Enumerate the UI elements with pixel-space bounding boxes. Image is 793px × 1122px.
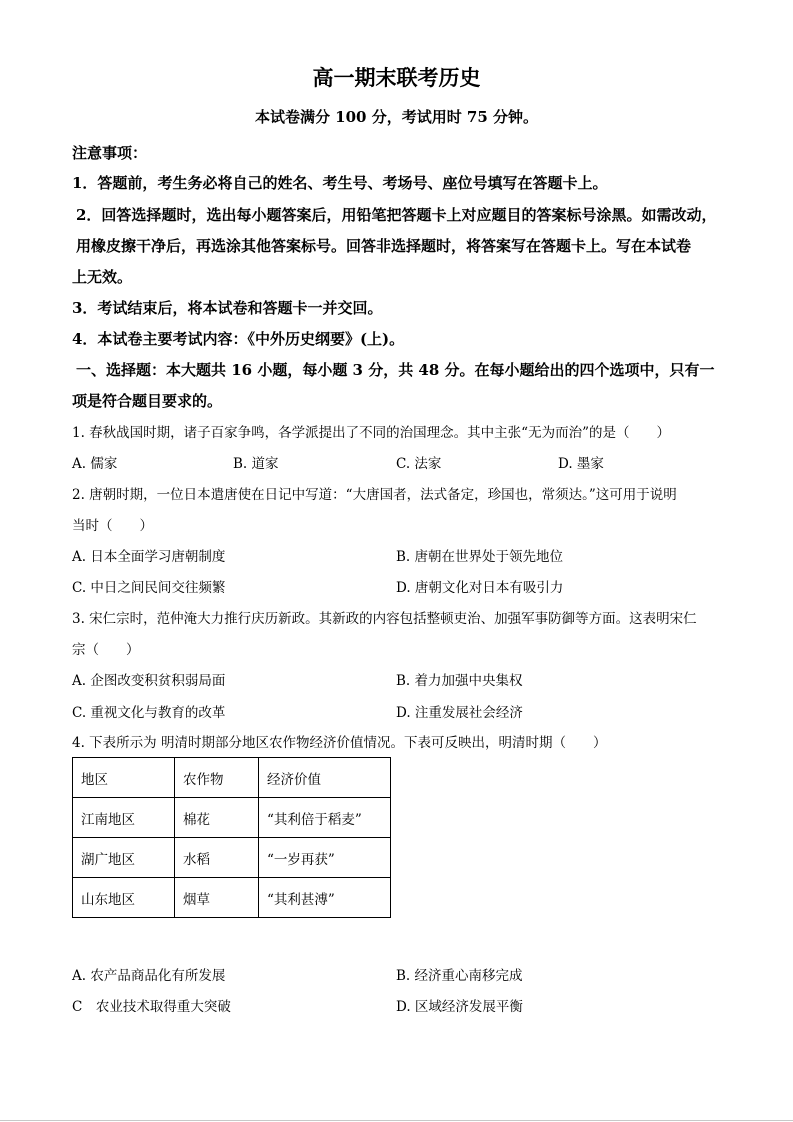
notice-item-2: 2．回答选择题时，选出每小题答案后，用铅笔把答题卡上对应题目的答案标号涂黑。如需改动， xyxy=(76,206,717,224)
q3-option-c: C. 重视文化与教育的改革 xyxy=(72,705,226,721)
section-heading: 一、选择题：本大题共 16 小题，每小题 3 分，共 48 分。在每小题给出的四个选项中，只有一 xyxy=(76,361,715,379)
question-2-stem: 2. 唐朝时期，一位日本遣唐使在日记中写道：“大唐国者，法式备定，珍国也，常须达。”这可用于说明 xyxy=(72,487,677,503)
table-cell: 湖广地区 xyxy=(73,838,175,878)
crop-value-table xyxy=(72,757,391,918)
notice-item-2-cont: 用橡皮擦干净后，再选涂其他答案标号。回答非选择题时，将答案写在答题卡上。写在本试卷 xyxy=(76,237,692,255)
q1-option-b: B. 道家 xyxy=(233,456,279,472)
q2-option-c: C. 中日之间民间交往频繁 xyxy=(72,580,226,596)
question-2-stem-cont: 当时（ ） xyxy=(72,518,153,534)
q4-option-c: C 农业技术取得重大突破 xyxy=(72,999,231,1015)
q3-option-b: B. 着力加强中央集权 xyxy=(396,673,523,689)
q4-option-b: B. 经济重心南移完成 xyxy=(396,968,523,984)
table-cell: “其利甚溥” xyxy=(259,878,391,918)
table-cell: 水稻 xyxy=(175,838,259,878)
notice-heading: 注意事项： xyxy=(72,144,148,162)
q3-option-a: A. 企图改变积贫积弱局面 xyxy=(72,673,226,689)
section-heading-cont: 项是符合题目要求的。 xyxy=(72,392,223,410)
question-3-stem: 3. 宋仁宗时，范仲淹大力推行庆历新政。其新政的内容包括整顿吏治、加强军事防御等方面。这表明宋仁 xyxy=(72,611,697,627)
question-3-stem-cont: 宗（ ） xyxy=(72,642,140,658)
table-cell: 烟草 xyxy=(175,878,259,918)
notice-item-1: 1．答题前，考生务必将自己的姓名、考生号、考场号、座位号填写在答题卡上。 xyxy=(72,174,608,192)
q3-option-d: D. 注重发展社会经济 xyxy=(396,705,523,721)
question-1-stem: 1. 春秋战国时期，诸子百家争鸣，各学派提出了不同的治国理念。其中主张“无为而治”的是（ ） xyxy=(72,425,670,441)
notice-item-2-end: 上无效。 xyxy=(72,268,133,286)
table-header-cell: 农作物 xyxy=(175,758,259,798)
table-header-cell: 地区 xyxy=(73,758,175,798)
notice-item-4: 4．本试卷主要考试内容：《中外历史纲要》(上)。 xyxy=(72,330,405,348)
table-row xyxy=(73,798,391,838)
q2-option-d: D. 唐朝文化对日本有吸引力 xyxy=(396,580,564,596)
table-cell: “其利倍于稻麦” xyxy=(259,798,391,838)
table-header-row xyxy=(73,758,391,798)
page-title: 高一期末联考历史 xyxy=(312,65,481,90)
table-cell: “一岁再获” xyxy=(259,838,391,878)
q4-option-a: A. 农产品商品化有所发展 xyxy=(72,968,226,984)
q1-option-a: A. 儒家 xyxy=(72,456,118,472)
q2-option-a: A. 日本全面学习唐朝制度 xyxy=(72,549,226,565)
question-4-stem: 4. 下表所示为 明清时期部分地区农作物经济价值情况。下表可反映出，明清时期（ ） xyxy=(72,735,607,751)
exam-subtitle: 本试卷满分 100 分，考试用时 75 分钟。 xyxy=(254,108,539,126)
q1-option-c: C. 法家 xyxy=(396,456,442,472)
q4-option-d: D. 区域经济发展平衡 xyxy=(396,999,523,1015)
table-cell: 棉花 xyxy=(175,798,259,838)
table-row xyxy=(73,878,391,918)
notice-item-3: 3．考试结束后，将本试卷和答题卡一并交回。 xyxy=(72,299,383,317)
table-cell: 山东地区 xyxy=(73,878,175,918)
table-row xyxy=(73,838,391,878)
q2-option-b: B. 唐朝在世界处于领先地位 xyxy=(396,549,564,565)
q1-option-d: D. 墨家 xyxy=(558,456,604,472)
table-cell: 江南地区 xyxy=(73,798,175,838)
table-header-cell: 经济价值 xyxy=(259,758,391,798)
page-bottom-divider xyxy=(0,1120,793,1121)
